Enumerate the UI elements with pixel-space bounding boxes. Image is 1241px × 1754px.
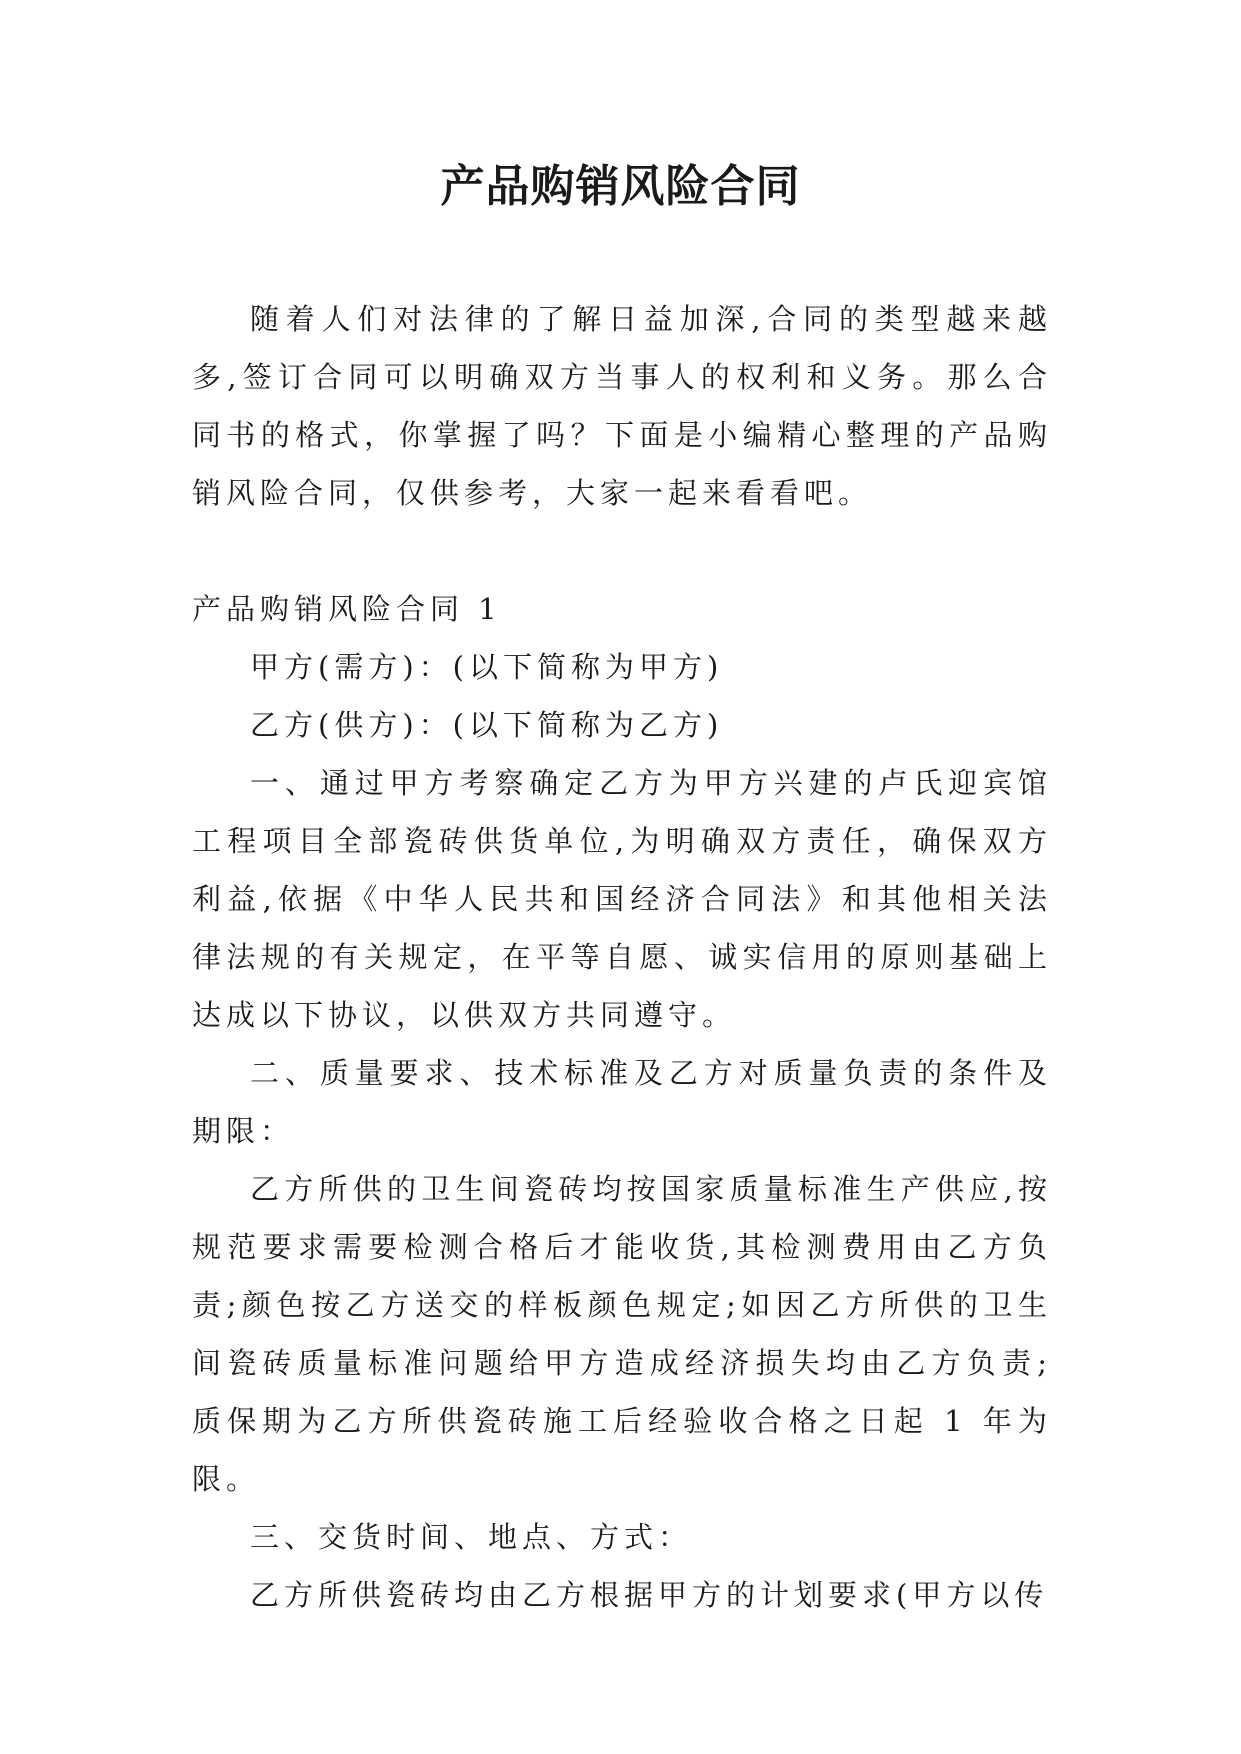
clause-2-paragraph: 乙方所供的卫生间瓷砖均按国家质量标准生产供应,按规范要求需要检测合格后才能收货,其检测费用由乙方负责;颜色按乙方送交的样板颜色规定;如因乙方所供的卫生间瓷砖质量标准问题给甲方造成经济损失均由乙方负责;质保期为乙方所供瓷砖施工后经验收合格之日起 1 年为限。 [192,1172,1052,1496]
party-b-line: 乙方(供方)：(以下简称为乙方) [250,708,724,742]
clause-3-heading: 三、交货时间、地点、方式： [250,1520,693,1554]
clause-2-heading: 二、质量要求、技术标准及乙方对质量负责的条件及期限： [192,1056,1052,1148]
clause-3-paragraph: 乙方所供瓷砖均由乙方根据甲方的计划要求(甲方以传 [250,1578,1049,1612]
document-body [192,290,1052,1624]
section-heading: 产品购销风险合同 1 [192,592,502,626]
intro-paragraph: 随着人们对法律的了解日益加深,合同的类型越来越多,签订合同可以明确双方当事人的权利和义务。那么合同书的格式，你掌握了吗？下面是小编精心整理的产品购销风险合同，仅供参考，大家一起来看看吧。 [192,302,1052,510]
document-title: 产品购销风险合同 [440,161,801,212]
paragraph-gap [192,522,1052,580]
clause-1-paragraph: 一、通过甲方考察确定乙方为甲方兴建的卢氏迎宾馆工程项目全部瓷砖供货单位,为明确双方责任，确保双方利益,依据《中华人民共和国经济合同法》和其他相关法律法规的有关规定，在平等自愿、诚实信用的原则基础上达成以下协议，以供双方共同遵守。 [192,766,1052,1032]
party-a-line: 甲方(需方)：(以下简称为甲方) [250,650,724,684]
